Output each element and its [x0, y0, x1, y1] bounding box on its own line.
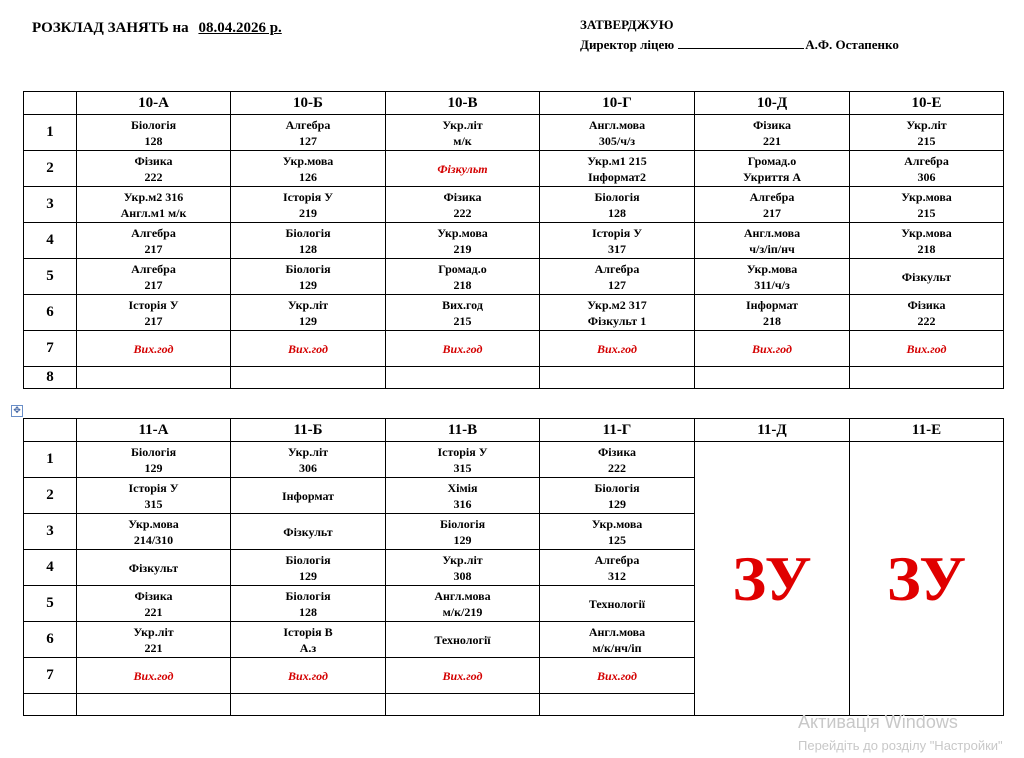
subject: Технології — [434, 632, 491, 647]
class-header: 10-Е — [850, 92, 1004, 115]
subject: Громад.о — [438, 261, 487, 276]
subject: Фізика — [134, 588, 173, 603]
subject: Вих.год — [288, 341, 328, 356]
lesson-cell — [386, 187, 540, 223]
class-header: 11-Е — [850, 419, 1004, 442]
subject: Алгебра — [131, 225, 176, 240]
room: 316 — [453, 496, 472, 511]
lesson-cell — [231, 151, 386, 187]
lesson-cell — [231, 550, 386, 586]
lesson-number: 4 — [24, 223, 77, 259]
class-header-row — [24, 92, 1004, 115]
room: 215 — [917, 205, 936, 220]
lesson-cell — [540, 442, 695, 478]
lesson-cell — [386, 586, 540, 622]
watermark-line1: Активація Windows — [798, 712, 958, 732]
subject: Біологія — [285, 261, 331, 276]
lesson-number: 3 — [24, 514, 77, 550]
lesson-cell — [77, 622, 231, 658]
room: м/к/нч/іп — [592, 640, 642, 655]
lesson-cell — [540, 367, 695, 389]
room: 217 — [144, 313, 163, 328]
subject: Громад.о — [747, 153, 797, 168]
table-move-handle-icon[interactable]: ✥ — [11, 405, 23, 417]
lesson-number: 6 — [24, 622, 77, 658]
subject: Хімія — [447, 480, 478, 495]
lesson-cell — [231, 586, 386, 622]
subject: Фізкульт — [437, 161, 488, 176]
lesson-cell — [850, 331, 1004, 367]
subject: Біологія — [130, 117, 177, 132]
lesson-cell — [77, 223, 231, 259]
room: 315 — [453, 460, 472, 475]
subject: Англ.мова — [743, 225, 801, 240]
subject: Вих.год — [133, 341, 174, 356]
room: 128 — [608, 205, 626, 220]
subject: Укр.м2 317 — [587, 297, 647, 312]
subject: Алгебра — [285, 117, 331, 132]
signature-line — [678, 36, 804, 49]
schedule-table-11 — [23, 418, 1004, 716]
lesson-cell — [386, 478, 540, 514]
room: 221 — [763, 133, 781, 148]
lesson-row — [24, 367, 1004, 389]
lesson-cell — [540, 295, 695, 331]
class-header: 10-Г — [540, 92, 695, 115]
lesson-cell — [695, 331, 850, 367]
room: 222 — [917, 313, 936, 328]
subject: Англ.мова — [434, 588, 491, 603]
room: м/к — [453, 133, 472, 148]
lesson-cell — [695, 151, 850, 187]
subject: Укр.мова — [901, 225, 952, 240]
room: 222 — [144, 169, 163, 184]
lesson-cell — [77, 514, 231, 550]
zu-label: ЗУ — [886, 542, 967, 614]
room: 317 — [608, 241, 626, 256]
subject: Укр.мова — [437, 225, 488, 240]
room: 311/ч/з — [754, 277, 790, 292]
room: 219 — [453, 241, 472, 256]
room: 125 — [608, 532, 626, 547]
lesson-row — [24, 442, 1004, 478]
lesson-cell — [386, 115, 540, 151]
lesson-cell — [540, 151, 695, 187]
lesson-row — [24, 151, 1004, 187]
watermark-line2: Перейдіть до розділу "Настройки" — [798, 738, 1003, 753]
subject: Вих.год — [442, 668, 483, 683]
room: 129 — [144, 460, 163, 475]
room: 315 — [144, 496, 163, 511]
room: 219 — [299, 205, 317, 220]
lesson-cell — [77, 550, 231, 586]
lesson-cell — [540, 694, 695, 716]
lesson-row — [24, 223, 1004, 259]
lesson-cell — [231, 622, 386, 658]
lesson-row — [24, 187, 1004, 223]
lesson-number: 5 — [24, 259, 77, 295]
subject: Укр.літ — [133, 624, 174, 639]
class-header: 11-Г — [540, 419, 695, 442]
lesson-cell — [540, 586, 695, 622]
subject: Укр.м2 316 — [123, 189, 184, 204]
lesson-cell — [386, 442, 540, 478]
director-line — [580, 35, 899, 55]
lesson-cell — [231, 658, 386, 694]
lesson-cell — [850, 223, 1004, 259]
lesson-cell — [77, 115, 231, 151]
lesson-number: 2 — [24, 151, 77, 187]
room: 221 — [144, 640, 163, 655]
lesson-cell — [540, 514, 695, 550]
class-header: 11-Б — [231, 419, 386, 442]
room: 126 — [299, 169, 317, 184]
room: 221 — [144, 604, 163, 619]
lesson-cell — [695, 295, 850, 331]
lesson-number: 7 — [24, 331, 77, 367]
lesson-cell — [386, 550, 540, 586]
lesson-cell — [77, 442, 231, 478]
approval-block — [580, 15, 899, 55]
room: 214/310 — [133, 532, 174, 547]
subject: Укр.літ — [906, 117, 947, 132]
room: 218 — [917, 241, 936, 256]
subject: Фізкульт — [128, 560, 179, 575]
lesson-number: 1 — [24, 115, 77, 151]
lesson-cell — [540, 550, 695, 586]
lesson-cell — [386, 259, 540, 295]
subject: Фізика — [752, 117, 792, 132]
subject: Вих.год — [906, 341, 947, 356]
room: 215 — [453, 313, 472, 328]
director-prefix: Директор ліцею — [580, 37, 675, 52]
lesson-cell — [386, 367, 540, 389]
lesson-number: 6 — [24, 295, 77, 331]
class-header: 10-А — [77, 92, 231, 115]
room: 305/ч/з — [598, 133, 636, 148]
subject: Укр.мова — [746, 261, 798, 276]
room: 129 — [453, 532, 472, 547]
room: 127 — [299, 133, 317, 148]
room: ч/з/іп/нч — [749, 241, 795, 256]
class-header: 11-Д — [695, 419, 850, 442]
subject: Фізика — [443, 189, 482, 204]
lesson-cell — [77, 151, 231, 187]
lesson-cell — [386, 622, 540, 658]
subject: Фізика — [907, 297, 946, 312]
room: 222 — [453, 205, 472, 220]
subject: Вих.год — [133, 668, 174, 683]
lesson-row — [24, 331, 1004, 367]
subject: Вих.год — [752, 341, 792, 356]
zu-label: ЗУ — [732, 542, 812, 614]
lesson-cell — [386, 331, 540, 367]
subject: Фізика — [134, 153, 173, 168]
lesson-cell — [695, 367, 850, 389]
subject: Історія В — [283, 624, 333, 639]
subject: Укр.літ — [442, 552, 483, 567]
lesson-cell — [77, 367, 231, 389]
subject: Алгебра — [594, 552, 640, 567]
subject: Укр.мова — [282, 153, 334, 168]
lesson-cell — [695, 223, 850, 259]
lesson-cell — [231, 115, 386, 151]
corner-cell — [24, 419, 77, 442]
approve-label: ЗАТВЕРДЖУЮ — [580, 17, 674, 32]
schedule-date: 08.04.2026 р. — [198, 20, 282, 36]
lesson-cell — [386, 658, 540, 694]
subject: Алгебра — [131, 261, 176, 276]
subject: Історія У — [591, 225, 643, 240]
corner-cell — [24, 92, 77, 115]
lesson-cell — [231, 187, 386, 223]
subject: Біологія — [439, 516, 486, 531]
lesson-cell — [77, 658, 231, 694]
lesson-cell — [850, 259, 1004, 295]
subject: Укр.літ — [287, 444, 329, 459]
subject: Інформат — [281, 488, 335, 503]
subject: Біологія — [285, 552, 331, 567]
lesson-cell — [850, 115, 1004, 151]
zu-cell-11-e — [850, 442, 1004, 716]
lesson-cell — [231, 478, 386, 514]
zu-cell-11-d — [695, 442, 850, 716]
lesson-cell — [77, 259, 231, 295]
lesson-cell — [695, 259, 850, 295]
subject: Укр.літ — [287, 297, 329, 312]
subject: Укр.мова — [128, 516, 179, 531]
room: 129 — [608, 496, 626, 511]
room: 306 — [917, 169, 936, 184]
lesson-number: 3 — [24, 187, 77, 223]
subject: Історія У — [128, 480, 179, 495]
lesson-cell — [540, 259, 695, 295]
subject: Біологія — [594, 189, 640, 204]
lesson-number — [24, 694, 77, 716]
lesson-number: 7 — [24, 658, 77, 694]
lesson-cell — [540, 478, 695, 514]
subject: Англ.мова — [588, 117, 646, 132]
room: Укриття А — [742, 169, 802, 184]
room: 127 — [608, 277, 626, 292]
lesson-cell — [386, 295, 540, 331]
subject: Фізкульт — [901, 269, 952, 284]
room: А.з — [299, 640, 317, 655]
room: 128 — [299, 604, 317, 619]
lesson-cell — [231, 442, 386, 478]
subject: Історія У — [437, 444, 488, 459]
class-header: 10-В — [386, 92, 540, 115]
class-header: 11-В — [386, 419, 540, 442]
room: 222 — [608, 460, 626, 475]
subject: Укр.м1 215 — [587, 153, 647, 168]
lesson-cell — [77, 331, 231, 367]
lesson-cell — [77, 187, 231, 223]
lesson-row — [24, 115, 1004, 151]
lesson-number: 8 — [24, 367, 77, 389]
lesson-cell — [540, 331, 695, 367]
director-name: А.Ф. Остапенко — [805, 37, 899, 52]
room: 128 — [299, 241, 317, 256]
subject: Укр.мова — [591, 516, 643, 531]
subject: Алгебра — [904, 153, 949, 168]
lesson-cell — [231, 367, 386, 389]
class-header: 11-А — [77, 419, 231, 442]
lesson-number: 2 — [24, 478, 77, 514]
lesson-number: 1 — [24, 442, 77, 478]
lesson-cell — [695, 187, 850, 223]
lesson-cell — [231, 514, 386, 550]
class-header-row — [24, 419, 1004, 442]
room: м/к/219 — [442, 604, 483, 619]
room: Фізкульт 1 — [587, 313, 647, 328]
room: 215 — [917, 133, 936, 148]
subject: Біологія — [285, 588, 331, 603]
lesson-cell — [540, 115, 695, 151]
lesson-cell — [540, 622, 695, 658]
room: 217 — [763, 205, 781, 220]
lesson-cell — [850, 295, 1004, 331]
subject: Вих.год — [442, 341, 483, 356]
subject: Біологія — [594, 480, 640, 495]
subject: Алгебра — [594, 261, 640, 276]
lesson-cell — [850, 367, 1004, 389]
subject: Англ.мова — [588, 624, 646, 639]
subject: Вих.год — [597, 668, 637, 683]
room: 218 — [763, 313, 781, 328]
subject: Біологія — [285, 225, 331, 240]
lesson-cell — [231, 694, 386, 716]
windows-activation-watermark — [798, 710, 1003, 758]
subject: Вих.год — [288, 668, 328, 683]
subject: Біологія — [130, 444, 177, 459]
subject: Фізика — [597, 444, 637, 459]
lesson-row — [24, 295, 1004, 331]
room: 312 — [608, 568, 626, 583]
room: Англ.м1 м/к — [120, 205, 187, 220]
lesson-cell — [850, 151, 1004, 187]
lesson-cell — [386, 223, 540, 259]
lesson-cell — [231, 259, 386, 295]
title-text: РОЗКЛАД ЗАНЯТЬ на — [32, 20, 189, 36]
room: 128 — [144, 133, 163, 148]
lesson-cell — [386, 514, 540, 550]
lesson-cell — [77, 478, 231, 514]
subject: Алгебра — [749, 189, 795, 204]
subject: Вих.год — [442, 297, 483, 312]
room: 218 — [453, 277, 472, 292]
room: 217 — [144, 277, 163, 292]
lesson-cell — [540, 187, 695, 223]
lesson-row — [24, 259, 1004, 295]
room: 129 — [299, 568, 317, 583]
room: 217 — [144, 241, 163, 256]
class-header: 10-Б — [231, 92, 386, 115]
lesson-number: 4 — [24, 550, 77, 586]
lesson-cell — [231, 223, 386, 259]
lesson-cell — [540, 658, 695, 694]
subject: Інформат — [745, 297, 799, 312]
room: 129 — [299, 277, 317, 292]
room: 306 — [299, 460, 317, 475]
schedule-title — [32, 20, 282, 37]
room: 308 — [453, 568, 472, 583]
subject: Вих.год — [597, 341, 637, 356]
subject: Укр.літ — [442, 117, 483, 132]
room: Інформат2 — [587, 169, 647, 184]
subject: Фізкульт — [283, 524, 333, 539]
room: 129 — [299, 313, 317, 328]
subject: Історія У — [282, 189, 334, 204]
lesson-cell — [77, 586, 231, 622]
lesson-cell — [695, 115, 850, 151]
lesson-cell — [77, 694, 231, 716]
subject: Укр.мова — [901, 189, 952, 204]
lesson-cell — [77, 295, 231, 331]
lesson-cell — [231, 295, 386, 331]
lesson-cell — [540, 223, 695, 259]
lesson-cell — [850, 187, 1004, 223]
lesson-cell — [386, 151, 540, 187]
subject: Історія У — [128, 297, 179, 312]
class-header: 10-Д — [695, 92, 850, 115]
lesson-number: 5 — [24, 586, 77, 622]
subject: Технології — [588, 596, 646, 611]
schedule-table-10 — [23, 91, 1004, 389]
lesson-cell — [386, 694, 540, 716]
lesson-cell — [231, 331, 386, 367]
